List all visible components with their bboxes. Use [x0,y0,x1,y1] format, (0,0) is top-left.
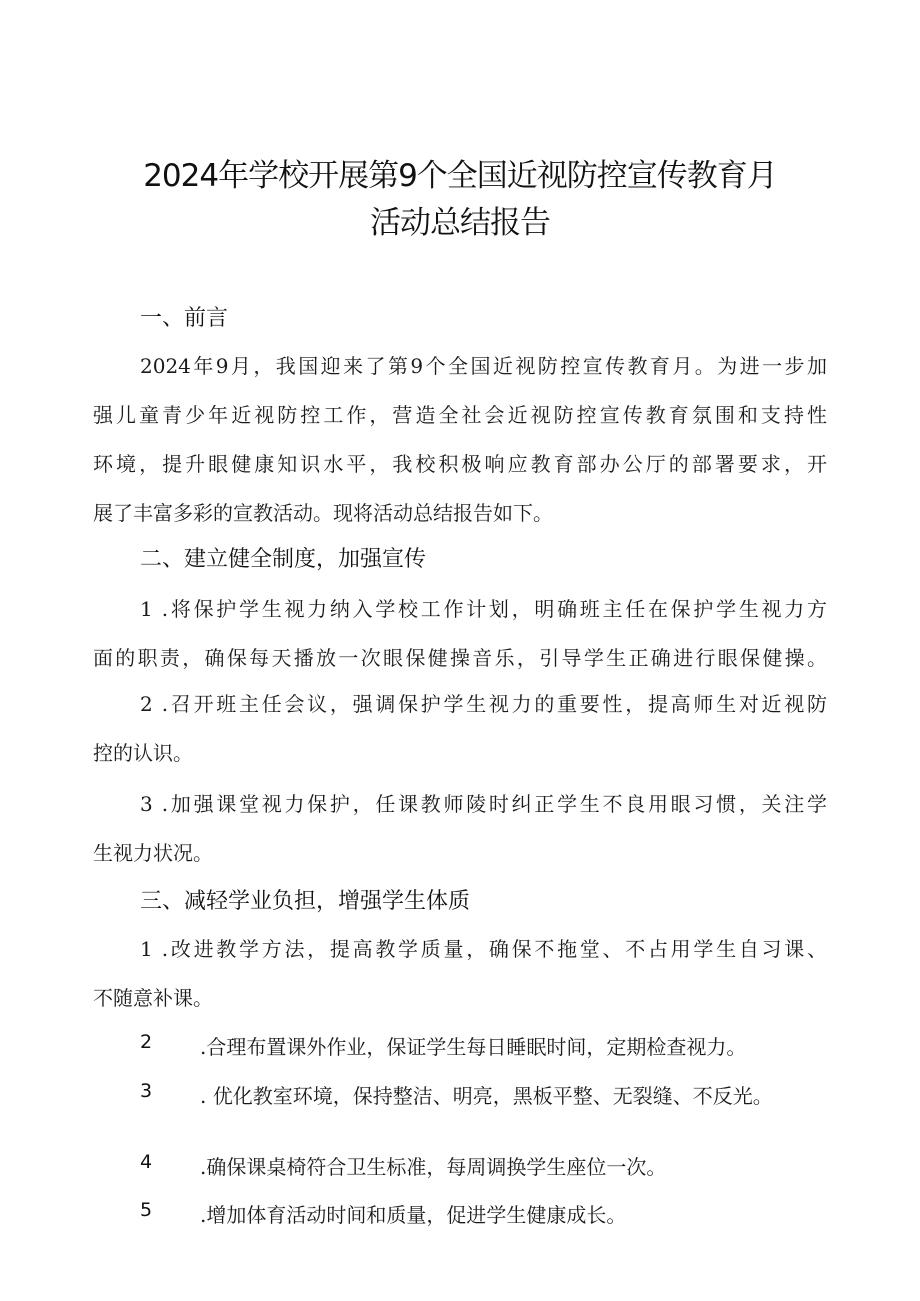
paragraph-line: 展了丰富多彩的宣教活动。现将活动总结报告如下。 [93,501,553,525]
item-number: 2 [140,1031,153,1053]
item-number: 5 [140,1199,153,1221]
item-number: 3 [140,1080,153,1102]
document-title-line-2: 活动总结报告 [370,205,550,241]
document-title-line-1: 2024年学校开展第9个全国近视防控宣传教育月 [143,158,777,194]
section-heading-burden: 三、减轻学业负担，增强学生体质 [140,889,471,914]
numbered-item [0,1080,920,1110]
item-text: .增加体育活动时间和质量，促进学生健康成长。 [200,1203,627,1227]
list-item-line: 面的职责，确保每天播放一次眼保健操音乐，引导学生正确进行眼保健操。 [93,646,827,670]
list-item-line: 1 .将保护学生视力纳入学校工作计划，明确班主任在保护学生视力方 [140,597,827,621]
numbered-item [0,1199,920,1229]
numbered-item [0,1031,920,1061]
section-heading-system: 二、建立健全制度，加强宣传 [140,547,427,572]
paragraph-line: 强儿童青少年近视防控工作，营造全社会近视防控宣传教育氛围和支持性 [93,403,827,427]
item-number: 4 [140,1151,153,1173]
item-text: .合理布置课外作业，保证学生每日睡眠时间，定期检查视力。 [200,1035,747,1059]
list-item-line: 生视力状况。 [93,841,213,865]
list-item-line: 3 .加强课堂视力保护，任课教师陵时纠正学生不良用眼习惯，关注学 [140,792,827,816]
item-text: . 优化教室环境，保持整洁、明亮，黑板平整、无裂缝、不反光。 [200,1084,773,1108]
list-item-line: 控的认识。 [93,741,193,765]
list-item-line: 1 .改进教学方法，提高教学质量，确保不拖堂、不占用学生自习课、 [140,937,827,961]
item-text: .确保课桌椅符合卫生标准，每周调换学生座位一次。 [200,1155,667,1179]
section-heading-preface: 一、前言 [140,306,229,331]
list-item-line: 不随意补课。 [93,986,213,1010]
list-item-line: 2 .召开班主任会议，强调保护学生视力的重要性，提高师生对近视防 [140,692,827,716]
numbered-item [0,1151,920,1181]
paragraph-line: 环境，提升眼健康知识水平，我校积极响应教育部办公厅的部署要求，开 [93,452,827,476]
paragraph-line: 2024年9月，我国迎来了第9个全国近视防控宣传教育月。为进一步加 [140,354,827,378]
